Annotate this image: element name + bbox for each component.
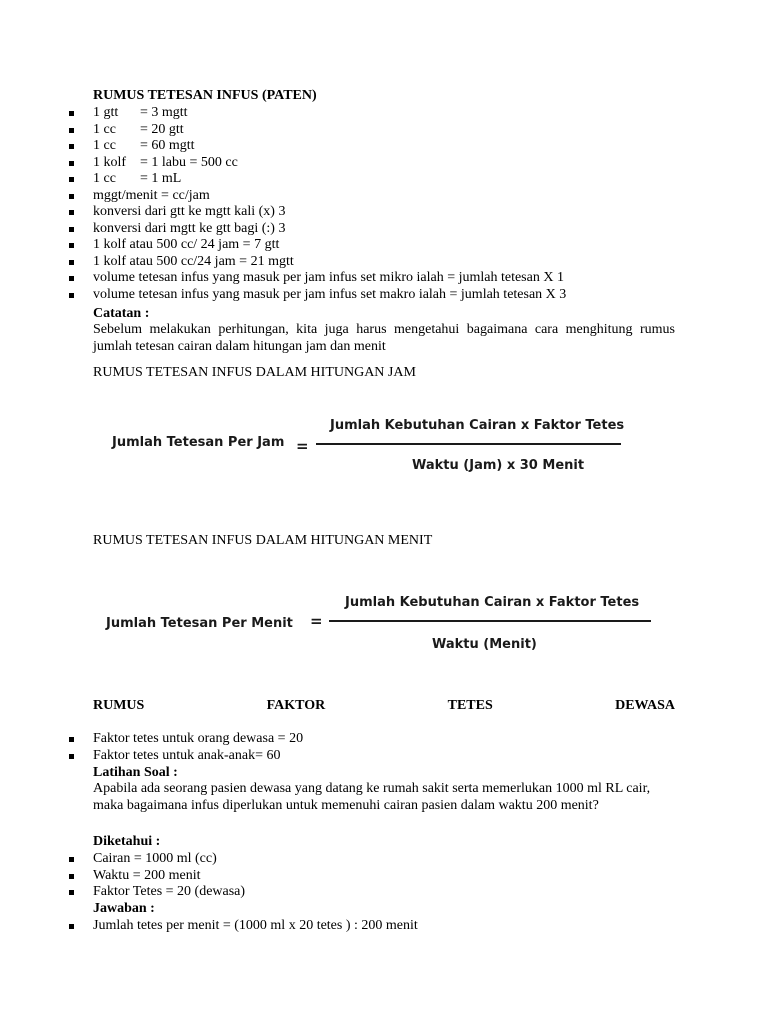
- diketahui-list: [93, 851, 693, 901]
- formula-denominator: Waktu (Menit): [432, 637, 537, 652]
- latihan-text: Apabila ada seorang pasien dewasa yang datang ke rumah sakit serta memerlukan 1000 ml RL cair, maka bagaimana infus diperlukan untuk memenuhi cairan pasien dalam waktu 200 menit?: [93, 781, 651, 813]
- bullet-icon: [69, 890, 74, 895]
- bullet-icon: [69, 161, 74, 166]
- faktor-heading: RUMUS FAKTOR TETES DEWASA: [93, 698, 675, 713]
- list-item: konversi dari mgtt ke gtt bagi (:) 3: [93, 221, 693, 238]
- document-title: RUMUS TETESAN INFUS (PATEN): [93, 88, 317, 103]
- latihan-heading: Latihan Soal :: [93, 765, 178, 780]
- formula-denominator: Waktu (Jam) x 30 Menit: [412, 458, 585, 473]
- bullet-icon: [69, 874, 74, 879]
- list-item: Faktor Tetes = 20 (dewasa): [93, 884, 693, 901]
- list-item: volume tetesan infus yang masuk per jam infus set mikro ialah = jumlah tetesan X 1: [93, 270, 693, 287]
- bullet-icon: [69, 293, 74, 298]
- jawaban-heading: Jawaban :: [93, 901, 155, 916]
- list-item: volume tetesan infus yang masuk per jam infus set makro ialah = jumlah tetesan X 3: [93, 287, 693, 304]
- fraction-bar: [329, 620, 651, 622]
- bullet-icon: [69, 857, 74, 862]
- bullet-icon: [69, 260, 74, 265]
- formula-numerator: Jumlah Kebutuhan Cairan x Faktor Tetes: [345, 595, 640, 610]
- bullet-icon: [69, 210, 74, 215]
- formula-lhs: Jumlah Tetesan Per Menit: [106, 616, 293, 631]
- jawaban-list: [93, 918, 693, 935]
- bullet-icon: [69, 737, 74, 742]
- formula-numerator: Jumlah Kebutuhan Cairan x Faktor Tetes: [330, 418, 625, 433]
- list-item: 1 kolf atau 500 cc/ 24 jam = 7 gtt: [93, 237, 693, 254]
- list-item: Faktor tetes untuk orang dewasa = 20: [93, 731, 693, 748]
- list-item: Faktor tetes untuk anak-anak= 60: [93, 748, 693, 765]
- equals-sign: =: [296, 437, 309, 455]
- list-item: 1 cc = 60 mgtt: [93, 138, 693, 155]
- bullet-icon: [69, 276, 74, 281]
- list-item: Waktu = 200 menit: [93, 868, 693, 885]
- list-item: 1 kolf = 1 labu = 500 cc: [93, 155, 693, 172]
- catatan-text: Sebelum melakukan perhitungan, kita juga harus mengetahui bagaimana cara menghitung rumus jumlah tetesan cairan dalam hitungan jam dan menit: [93, 322, 675, 354]
- bullet-icon: [69, 111, 74, 116]
- menit-section-heading: RUMUS TETESAN INFUS DALAM HITUNGAN MENIT: [93, 533, 433, 548]
- bullet-icon: [69, 144, 74, 149]
- jam-section-heading: RUMUS TETESAN INFUS DALAM HITUNGAN JAM: [93, 365, 416, 380]
- conversion-list: [93, 105, 693, 303]
- bullet-icon: [69, 924, 74, 929]
- list-item: 1 kolf atau 500 cc/24 jam = 21 mgtt: [93, 254, 693, 271]
- fraction-bar: [316, 443, 621, 445]
- list-item: mggt/menit = cc/jam: [93, 188, 693, 205]
- list-item: 1 cc = 20 gtt: [93, 122, 693, 139]
- list-item: konversi dari gtt ke mgtt kali (x) 3: [93, 204, 693, 221]
- list-item: Cairan = 1000 ml (cc): [93, 851, 693, 868]
- bullet-icon: [69, 754, 74, 759]
- diketahui-heading: Diketahui :: [93, 834, 161, 849]
- bullet-icon: [69, 194, 74, 199]
- faktor-list: [93, 731, 693, 764]
- bullet-icon: [69, 128, 74, 133]
- formula-lhs: Jumlah Tetesan Per Jam: [112, 435, 285, 450]
- list-item: Jumlah tetes per menit = (1000 ml x 20 tetes ) : 200 menit: [93, 918, 693, 935]
- list-item: 1 gtt = 3 mgtt: [93, 105, 693, 122]
- equals-sign: =: [310, 612, 323, 630]
- bullet-icon: [69, 243, 74, 248]
- bullet-icon: [69, 227, 74, 232]
- list-item: 1 cc = 1 mL: [93, 171, 693, 188]
- bullet-icon: [69, 177, 74, 182]
- catatan-heading: Catatan :: [93, 306, 150, 321]
